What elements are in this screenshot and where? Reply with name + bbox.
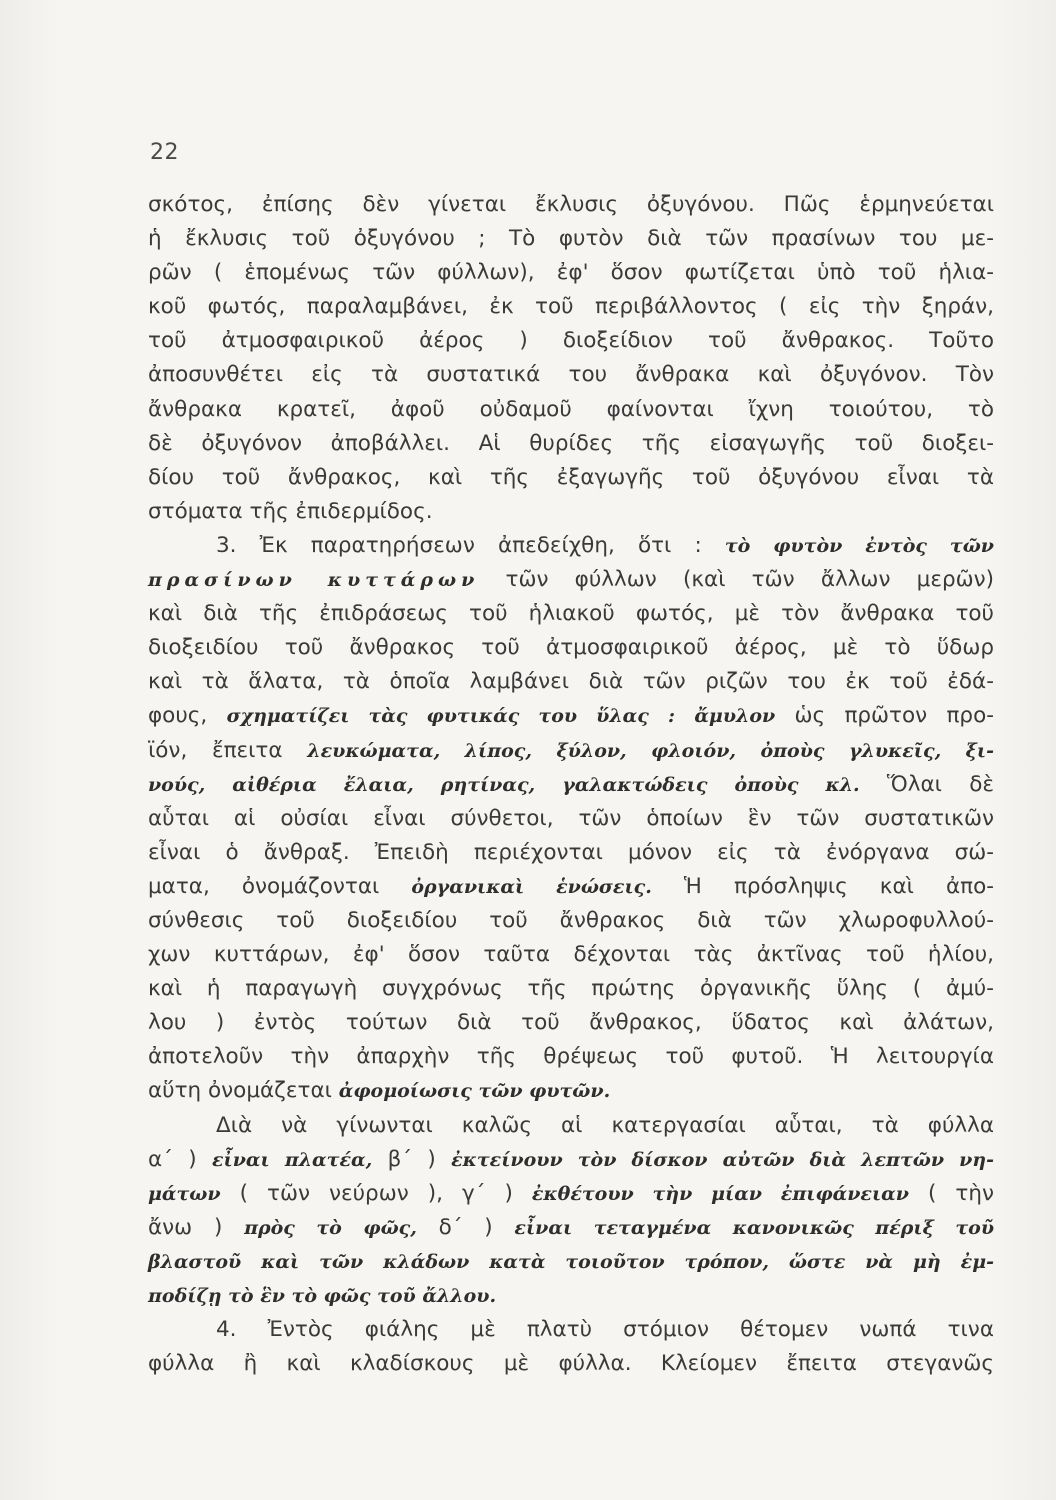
text-run: δ΄ ) [416, 1214, 515, 1240]
text-run: ρῶν ( ἑπομένως τῶν φύλλων), ἐφ' ὅσον φωτίζεται ὑπὸ τοῦ ἡλια- [148, 260, 994, 286]
text-run: χων κυττάρων, ἐφ' ὅσον ταῦτα δέχονται τὰς ἀκτῖνας τοῦ ἡλίου, [148, 942, 994, 968]
text-line [148, 597, 994, 631]
text-run: καὶ διὰ τῆς ἐπιδράσεως τοῦ ἡλιακοῦ φωτός, μὲ τὸν ἄνθρακα τοῦ [148, 601, 994, 627]
line-content [148, 290, 994, 324]
line-content [148, 324, 994, 358]
text-line [148, 1040, 994, 1074]
emphasized-text: ὀργανικαὶ ἑνώσεις. [411, 875, 652, 898]
line-content [148, 1006, 994, 1040]
line-content [148, 665, 994, 699]
line-content [148, 1245, 994, 1279]
text-run: ϊόν, ἔπειτα [148, 737, 308, 763]
text-run: καὶ τὰ ἅλατα, τὰ ὁποῖα λαμβάνει διὰ τῶν ριζῶν του ἐκ τοῦ ἐδά- [148, 669, 994, 695]
text-line [148, 904, 994, 938]
line-content [148, 495, 994, 529]
line-content [148, 427, 994, 461]
emphasized-text: λευκώματα, λίπος, ξύλον, φλοιόν, ὀποὺς γλυκεῖς, ξι- [307, 739, 994, 762]
text-line [148, 734, 994, 768]
line-content [148, 1313, 994, 1347]
line-content [148, 393, 994, 427]
text-line [148, 836, 994, 870]
emphasized-text: βλαστοῦ καὶ τῶν κλάδων κατὰ τοιοῦτον τρόπον, ὥστε νὰ μὴ ἐμ- [148, 1250, 994, 1273]
emphasized-text: μάτων [148, 1182, 221, 1205]
line-content [148, 1177, 994, 1211]
text-line [148, 1313, 994, 1347]
text-run: αὕτη ὀνομάζεται [148, 1078, 339, 1104]
text-run: σκότος, ἐπίσης δὲν γίνεται ἔκλυσις ὀξυγόνου. Πῶς ἑρμηνεύεται [148, 192, 994, 217]
text-line [148, 290, 994, 324]
text-run: ἄνω ) [148, 1214, 245, 1240]
text-run: λου ) ἐντὸς τούτων διὰ τοῦ ἄνθρακος, ὕδατος καὶ ἀλάτων, [148, 1010, 994, 1036]
text-line [148, 768, 994, 802]
text-run: ( τῶν νεύρων ), γ΄ ) [220, 1180, 532, 1206]
text-line [148, 495, 994, 529]
text-line [148, 699, 994, 733]
text-run: διοξειδίου τοῦ ἄνθρακος τοῦ ἀτμοσφαιρικοῦ ἀέρος, μὲ τὸ ὕδωρ [148, 635, 994, 661]
line-content [148, 734, 994, 768]
text-line [148, 665, 994, 699]
text-run: ἀποτελοῦν τὴν ἀπαρχὴν τῆς θρέψεως τοῦ φυτοῦ. Ἡ λειτουργία [148, 1044, 994, 1070]
line-content [148, 972, 994, 1006]
text-run: β΄ ) [372, 1146, 452, 1172]
text-line [148, 938, 994, 972]
text-line [148, 222, 994, 256]
line-content [148, 836, 994, 870]
text-run: αὗται αἱ οὐσίαι εἶναι σύνθετοι, τῶν ὁποίων ἓν τῶν συστατικῶν [148, 805, 994, 831]
line-content [148, 1074, 994, 1108]
line-content [148, 529, 994, 563]
text-line [148, 631, 994, 665]
line-content [148, 563, 994, 597]
text-line [148, 1279, 994, 1313]
text-run: Ὅλαι δὲ [859, 771, 994, 797]
text-line [148, 870, 994, 904]
emphasized-text: πρασίνων κυττάρων [148, 569, 480, 592]
line-content [148, 1109, 994, 1143]
line-content [148, 597, 994, 631]
text-line [148, 1211, 994, 1245]
emphasized-text: τὸ φυτὸν ἐντὸς τῶν [724, 534, 994, 557]
line-content [148, 768, 994, 802]
text-run: δὲ ὀξυγόνον ἀποβάλλει. Αἱ θυρίδες τῆς εἰσαγωγῆς τοῦ διοξει- [148, 430, 994, 456]
text-line [148, 1006, 994, 1040]
text-line [148, 1074, 994, 1108]
line-content [148, 358, 994, 392]
text-run [675, 703, 694, 728]
text-line [148, 802, 994, 836]
text-run: ἀποσυνθέτει εἰς τὰ συστατικά του ἄνθρακα καὶ ὀξυγόνον. Τὸν [148, 362, 994, 388]
text-line [148, 529, 994, 563]
text-run: ἡ ἔκλυσις τοῦ ὀξυγόνου ; Τὸ φυτὸν διὰ τῶν πρασίνων του με- [148, 226, 994, 252]
text-run: φους, [148, 703, 227, 729]
line-content [148, 1279, 994, 1313]
text-line [148, 188, 994, 222]
emphasized-text: νούς, αἰθέρια ἔλαια, ρητίνας, γαλακτώδεις ὀποὺς κλ. [148, 773, 860, 796]
line-content [148, 870, 994, 904]
line-content [148, 1347, 994, 1381]
emphasized-text: ἐκτείνουν τὸν δίσκον αὐτῶν διὰ λεπτῶν νη- [451, 1148, 994, 1171]
text-run: κοῦ φωτός, παραλαμβάνει, ἐκ τοῦ περιβάλλοντος ( εἰς τὴν ξηράν, [148, 294, 994, 320]
text-run: ( τὴν [908, 1180, 994, 1206]
text-run: καὶ ἡ παραγωγὴ συγχρόνως τῆς πρώτης ὀργανικῆς ὕλης ( ἀμύ- [148, 976, 994, 1002]
text-run: φύλλα ἢ καὶ κλαδίσκους μὲ φύλλα. Κλείομεν ἔπειτα στεγανῶς [148, 1351, 994, 1377]
text-line [148, 1347, 994, 1381]
emphasized-text: σχηματίζει τὰς φυτικάς του ὕλας : [226, 705, 675, 728]
text-line [148, 1109, 994, 1143]
text-line [148, 427, 994, 461]
text-run: Ἡ πρόσληψις καὶ ἀπο- [651, 873, 995, 899]
page-number: 22 [150, 140, 179, 165]
text-line [148, 1177, 994, 1211]
text-run: ἄνθρακα κρατεῖ, ἀφοῦ οὐδαμοῦ φαίνονται ἴχνη τοιούτου, τὸ [148, 396, 994, 422]
emphasized-text: ἄμυλον [694, 705, 776, 728]
text-run: Διὰ νὰ γίνωνται καλῶς αἱ κατεργασίαι αὗται, τὰ φύλλα [216, 1112, 994, 1138]
line-content [148, 222, 994, 256]
text-line [148, 324, 994, 358]
text-line [148, 256, 994, 290]
line-content [148, 1143, 994, 1177]
text-run: δίου τοῦ ἄνθρακος, καὶ τῆς ἐξαγωγῆς τοῦ ὀξυγόνου εἶναι τὰ [148, 464, 994, 490]
line-content [148, 904, 994, 938]
text-run: τοῦ ἀτμοσφαιρικοῦ ἀέρος ) διοξείδιον τοῦ ἄνθρακος. Τοῦτο [148, 328, 994, 354]
line-content [148, 1040, 994, 1074]
text-run: στόματα τῆς ἐπιδερμίδος. [148, 498, 433, 524]
text-line [148, 563, 994, 597]
text-line [148, 972, 994, 1006]
text-run: εἶναι ὁ ἄνθραξ. Ἐπειδὴ περιέχονται μόνον εἰς τὰ ἐνόργανα σώ- [148, 839, 994, 865]
emphasized-text: ἀφομοίωσις τῶν φυτῶν. [338, 1080, 611, 1103]
line-content [148, 1211, 994, 1245]
text-line [148, 358, 994, 392]
line-content [148, 802, 994, 836]
text-run: 3. Ἐκ παρατηρήσεων ἀπεδείχθη, ὅτι : [216, 532, 725, 558]
text-run: τῶν φύλλων (καὶ τῶν ἄλλων μερῶν) [479, 567, 994, 593]
line-content [148, 256, 994, 290]
text-run: ματα, ὀνομάζονται [148, 873, 412, 899]
emphasized-text: πρὸς τὸ φῶς, [244, 1216, 417, 1239]
line-content [148, 938, 994, 972]
line-content [148, 631, 994, 665]
text-run: α΄ ) [148, 1146, 212, 1172]
text-line [148, 1143, 994, 1177]
emphasized-text: εἶναι πλατέα, [211, 1148, 373, 1171]
text-run: ὡς πρῶτον προ- [775, 703, 994, 729]
text-line [148, 461, 994, 495]
text-line [148, 393, 994, 427]
text-run: σύνθεσις τοῦ διοξειδίου τοῦ ἄνθρακος διὰ τῶν χλωροφυλλού- [148, 907, 994, 933]
text-line [148, 1245, 994, 1279]
text-run: 4. Ἐντὸς φιάλης μὲ πλατὺ στόμιον θέτομεν νωπά τινα [216, 1317, 994, 1343]
line-content [148, 461, 994, 495]
emphasized-text: εἶναι τεταγμένα κανονικῶς πέριξ τοῦ [514, 1216, 995, 1239]
emphasized-text: ποδίζῃ τὸ ἓν τὸ φῶς τοῦ ἄλλου. [148, 1285, 497, 1307]
line-content [148, 188, 994, 222]
body-text [148, 188, 994, 1381]
line-content [148, 699, 994, 733]
emphasized-text: ἐκθέτουν τὴν μίαν ἐπιφάνειαν [531, 1182, 909, 1205]
